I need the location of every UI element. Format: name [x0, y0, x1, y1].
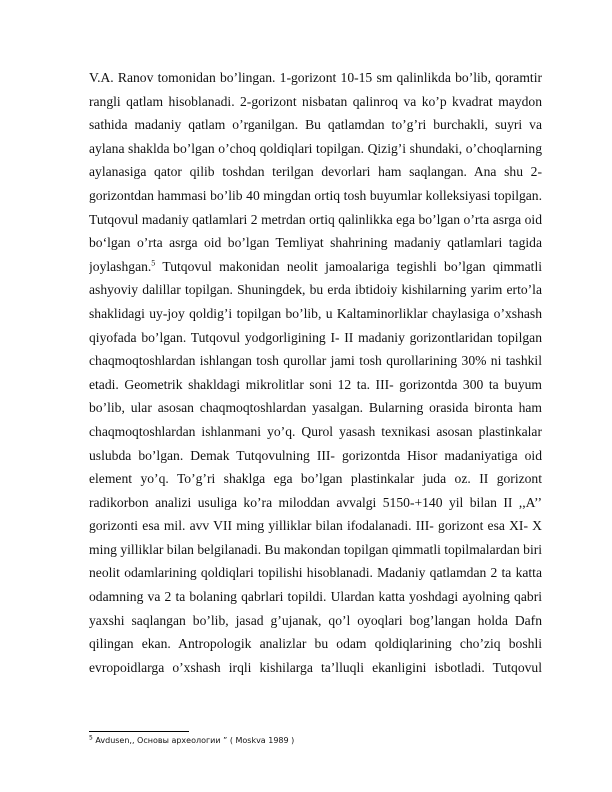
text-line: bo’lib, ular asosan chaqmoqtoshlardan yasalgan. Bularning orasida bironta ham: [89, 400, 542, 416]
text-line: qiyofada bo’lgan. Tutqovul yodgorligining I- II madaniy gorizontlaridan topilgan: [89, 329, 542, 345]
text-line: aylanasiga qator qilib toshdan terilgan devorlari ham saqlangan. Ana shu 2-: [89, 164, 542, 180]
text-line: chaqmoqtoshlardan ishlanmani yo’q. Qurol yasash texnikasi asosan plastinkalar: [89, 423, 542, 439]
text-line: Tutqovul madaniy qatlamlari 2 metrdan ortiq qalinlikka ega bo’lgan o’rta asrga oid: [89, 211, 542, 227]
text-line: gorizontdan hammasi bo’lib 40 mingdan ortiq tosh buyumlar kolleksiyasi topilgan.: [89, 187, 542, 203]
body-text: [89, 66, 542, 679]
text-line: neolit odamlarining qoldiqlari topilishi hisoblanadi. Madaniy qatlamdan 2 ta katta: [89, 565, 542, 581]
footnote: [89, 736, 294, 745]
text-line: qilingan ekan. Antropologik analizlar bu odam qoldiqlarining cho’ziq boshli: [89, 636, 542, 652]
text-line: uslubda bo’lgan. Demak Tutqovulning III- gorizontda Hisor madaniyatiga oid: [89, 447, 542, 463]
text-line: shaklidagi uy-joy qoldig’i topilgan bo’lib, u Kaltaminorliklar chaylasiga o’xshash: [89, 305, 542, 321]
text-line: etadi. Geometrik shakldagi mikrolitlar soni 12 ta. III- gorizontda 300 ta buyum: [89, 376, 542, 392]
text-line: bo‘lgan o’rta asrga oid bo’lgan Temliyat shahrining madaniy qatlamlari tagida: [89, 235, 542, 251]
text-line: radikorbon analizi usuliga ko’ra miloddan avvalgi 5150-+140 yil bilan II ,,A’’: [89, 494, 542, 510]
text-fragment: joylashgan.: [89, 258, 152, 274]
text-line: aylana shaklda bo’lgan o’choq qoldiqlari topilgan. Qizig’i shundaki, o’choqlarning: [89, 140, 542, 156]
footnote-separator: [89, 731, 189, 732]
text-line: ming yilliklar bilan belgilanadi. Bu makondan topilgan qimmatli topilmalardan biri: [89, 541, 542, 557]
text-line: ashyoviy dalillar topilgan. Shuningdek, bu erda ibtidoiy kishilarning yarim erto’la: [89, 282, 542, 298]
text-line: evropoidlarga o’xshash irqli kishilarga ta’lluqli ekanligini isbotladi. Tutqovul: [89, 659, 542, 675]
text-line: element yo’q. To’g’ri shaklga ega bo’lgan plastinkalar juda oz. II gorizont: [89, 471, 542, 487]
text-line: gorizonti esa mil. avv VII ming yilliklar bilan ifodalanadi. III- gorizont esa XI- X: [89, 518, 542, 534]
text-line: rangli qatlam hisoblanadi. 2-gorizont nisbatan qalinroq va ko’p kvadrat maydon: [89, 93, 542, 109]
text-line: odamning va 2 ta bolaning qabrlari topildi. Ulardan katta yoshdagi ayolning qabri: [89, 589, 542, 605]
text-line: chaqmoqtoshlardan ishlangan tosh qurollar jami tosh qurollarining 30% ni tashkil: [89, 353, 542, 369]
text-line: V.A. Ranov tomonidan bo’lingan. 1-gorizont 10-15 sm qalinlikda bo’lib, qoramtir: [89, 70, 542, 85]
text-line: sathida madaniy qatlam o’rganilgan. Bu qatlamdan to’g’ri burchakli, suyri va: [89, 117, 542, 133]
footnote-number: 5: [89, 734, 93, 742]
text-fragment: Tutqovul makonidan neolit jamoalariga tegishli bo’lgan qimmatli: [155, 258, 542, 274]
text-line: yaxshi saqlangan bo’lib, jasad g’ujanak, qo’l oyoqlari bog’langan holda Dafn: [89, 612, 542, 628]
text-line-with-footnote: [89, 255, 542, 279]
footnote-text: Avdusen,, Основы археологии ” ( Moskva 1989 ): [92, 736, 295, 745]
footnote-reference[interactable]: 5: [151, 258, 156, 268]
